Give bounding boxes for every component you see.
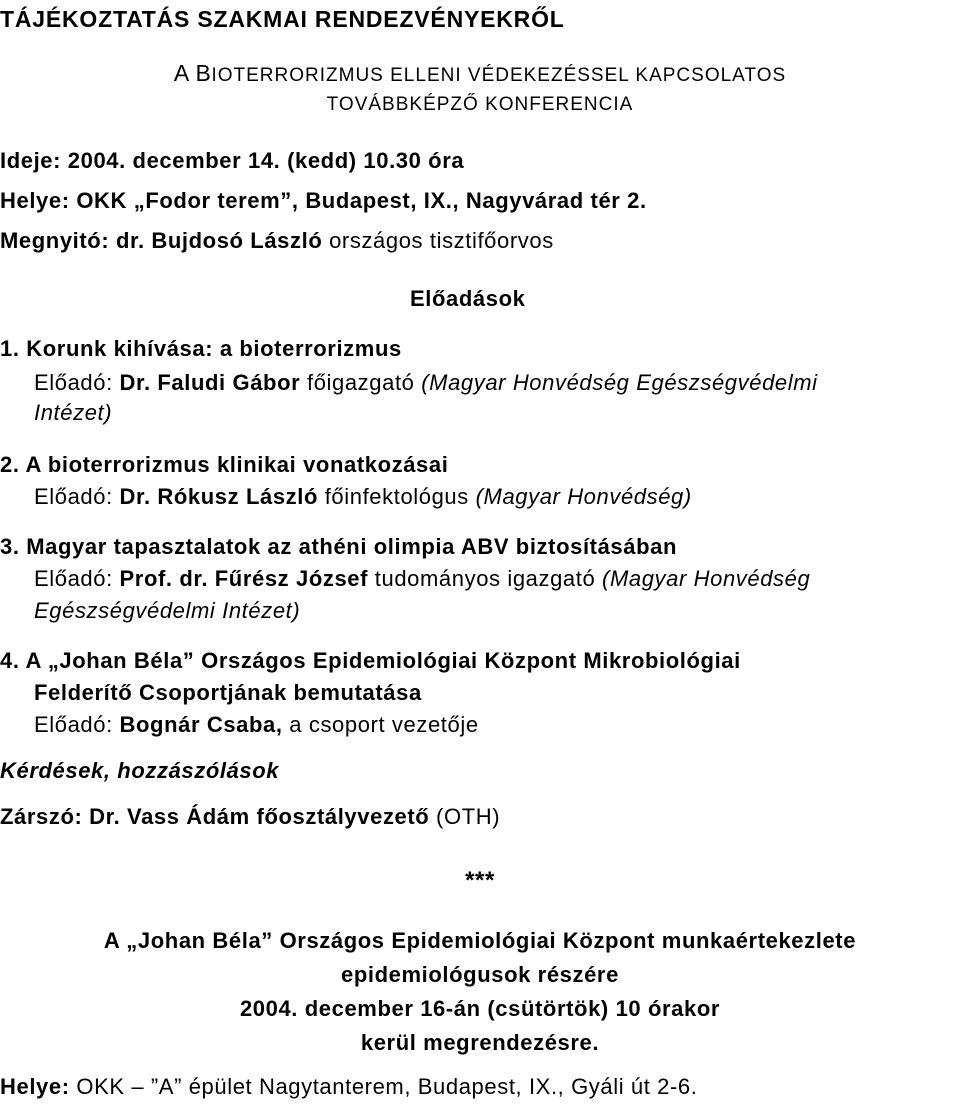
speaker-name: Dr. Faludi Gábor xyxy=(119,370,301,395)
lecture-4-title-cont: Felderítő Csoportjának bemutatása xyxy=(34,680,422,705)
speaker-name: Prof. dr. Fűrész József xyxy=(119,566,369,591)
lecture-3-title: 3. Magyar tapasztalatok az athéni olimpia ABV biztosításában xyxy=(0,534,678,559)
subtitle-initial: B xyxy=(195,60,212,86)
speaker-org: (Magyar Honvédség xyxy=(602,566,811,591)
lecture-1-speaker xyxy=(34,368,818,398)
lecture-2-speaker xyxy=(34,482,692,512)
speaker-role: tudományos igazgató xyxy=(368,566,603,591)
subtitle-prefix: A xyxy=(173,60,196,86)
speaker-org: (Magyar Honvédség) xyxy=(475,484,692,509)
speaker-prefix: Előadó: xyxy=(34,566,120,591)
meeting-date: 2004. december 16-án (csütörtök) 10 órakor xyxy=(239,996,721,1021)
lecture-3-speaker-org-cont: Egészségvédelmi Intézet) xyxy=(34,598,301,623)
event-date: Ideje: 2004. december 14. (kedd) 10.30 óra xyxy=(0,148,465,173)
speaker-role: főinfektológus xyxy=(318,484,476,509)
closing-speaker: Zárszó: Dr. Vass Ádám főosztályvezető xyxy=(0,804,430,829)
lecture-2-title: 2. A bioterrorizmus klinikai vonatkozásai xyxy=(0,452,449,477)
opening-speaker xyxy=(0,226,554,256)
meeting-location-value: OKK – ”A” épület Nagytanterem, Budapest, IX., Gyáli út 2-6. xyxy=(69,1074,698,1099)
lecture-4-title: 4. A „Johan Béla” Országos Epidemiológiai Központ Mikrobiológiai xyxy=(0,648,741,673)
meeting-audience: epidemiológusok részére xyxy=(341,962,619,987)
questions-section: Kérdések, hozzászólások xyxy=(0,758,280,783)
opening-speaker-role: országos tisztifőorvos xyxy=(322,228,554,253)
lecture-1-speaker-org-cont: Intézet) xyxy=(34,400,113,425)
subtitle-line-2: TOVÁBBKÉPZŐ KONFERENCIA xyxy=(326,94,634,115)
speaker-role: a csoport vezetője xyxy=(282,712,479,737)
meeting-location-label: Helye: xyxy=(0,1074,70,1099)
closing-speech xyxy=(0,802,500,832)
speaker-name: Bognár Csaba, xyxy=(119,712,283,737)
speaker-prefix: Előadó: xyxy=(34,370,120,395)
event-location: Helye: OKK „Fodor terem”, Budapest, IX., Nagyvárad tér 2. xyxy=(0,188,647,213)
speaker-org: (Magyar Honvédség Egészségvédelmi xyxy=(421,370,818,395)
speaker-prefix: Előadó: xyxy=(34,712,120,737)
lectures-heading: Előadások xyxy=(410,286,526,311)
speaker-prefix: Előadó: xyxy=(34,484,120,509)
closing-org: (OTH) xyxy=(429,804,501,829)
speaker-name: Dr. Rókusz László xyxy=(119,484,318,509)
page-title: TÁJÉKOZTATÁS SZAKMAI RENDEZVÉNYEKRŐL xyxy=(0,6,565,32)
lecture-4-speaker xyxy=(34,710,479,740)
speaker-role: főigazgató xyxy=(300,370,422,395)
separator: *** xyxy=(465,867,495,894)
lecture-1-title: 1. Korunk kihívása: a bioterrorizmus xyxy=(0,336,402,361)
meeting-location xyxy=(0,1072,697,1102)
subtitle-line-1 xyxy=(0,58,960,91)
meeting-note: kerül megrendezésre. xyxy=(360,1030,600,1055)
opening-speaker-name: Megnyitó: dr. Bujdosó László xyxy=(0,228,323,253)
lecture-3-speaker xyxy=(34,564,810,594)
subtitle-rest: IOTERRORIZMUS ELLENI VÉDEKEZÉSSEL KAPCSOLATOS xyxy=(211,65,787,86)
meeting-title: A „Johan Béla” Országos Epidemiológiai Központ munkaértekezlete xyxy=(103,928,857,953)
